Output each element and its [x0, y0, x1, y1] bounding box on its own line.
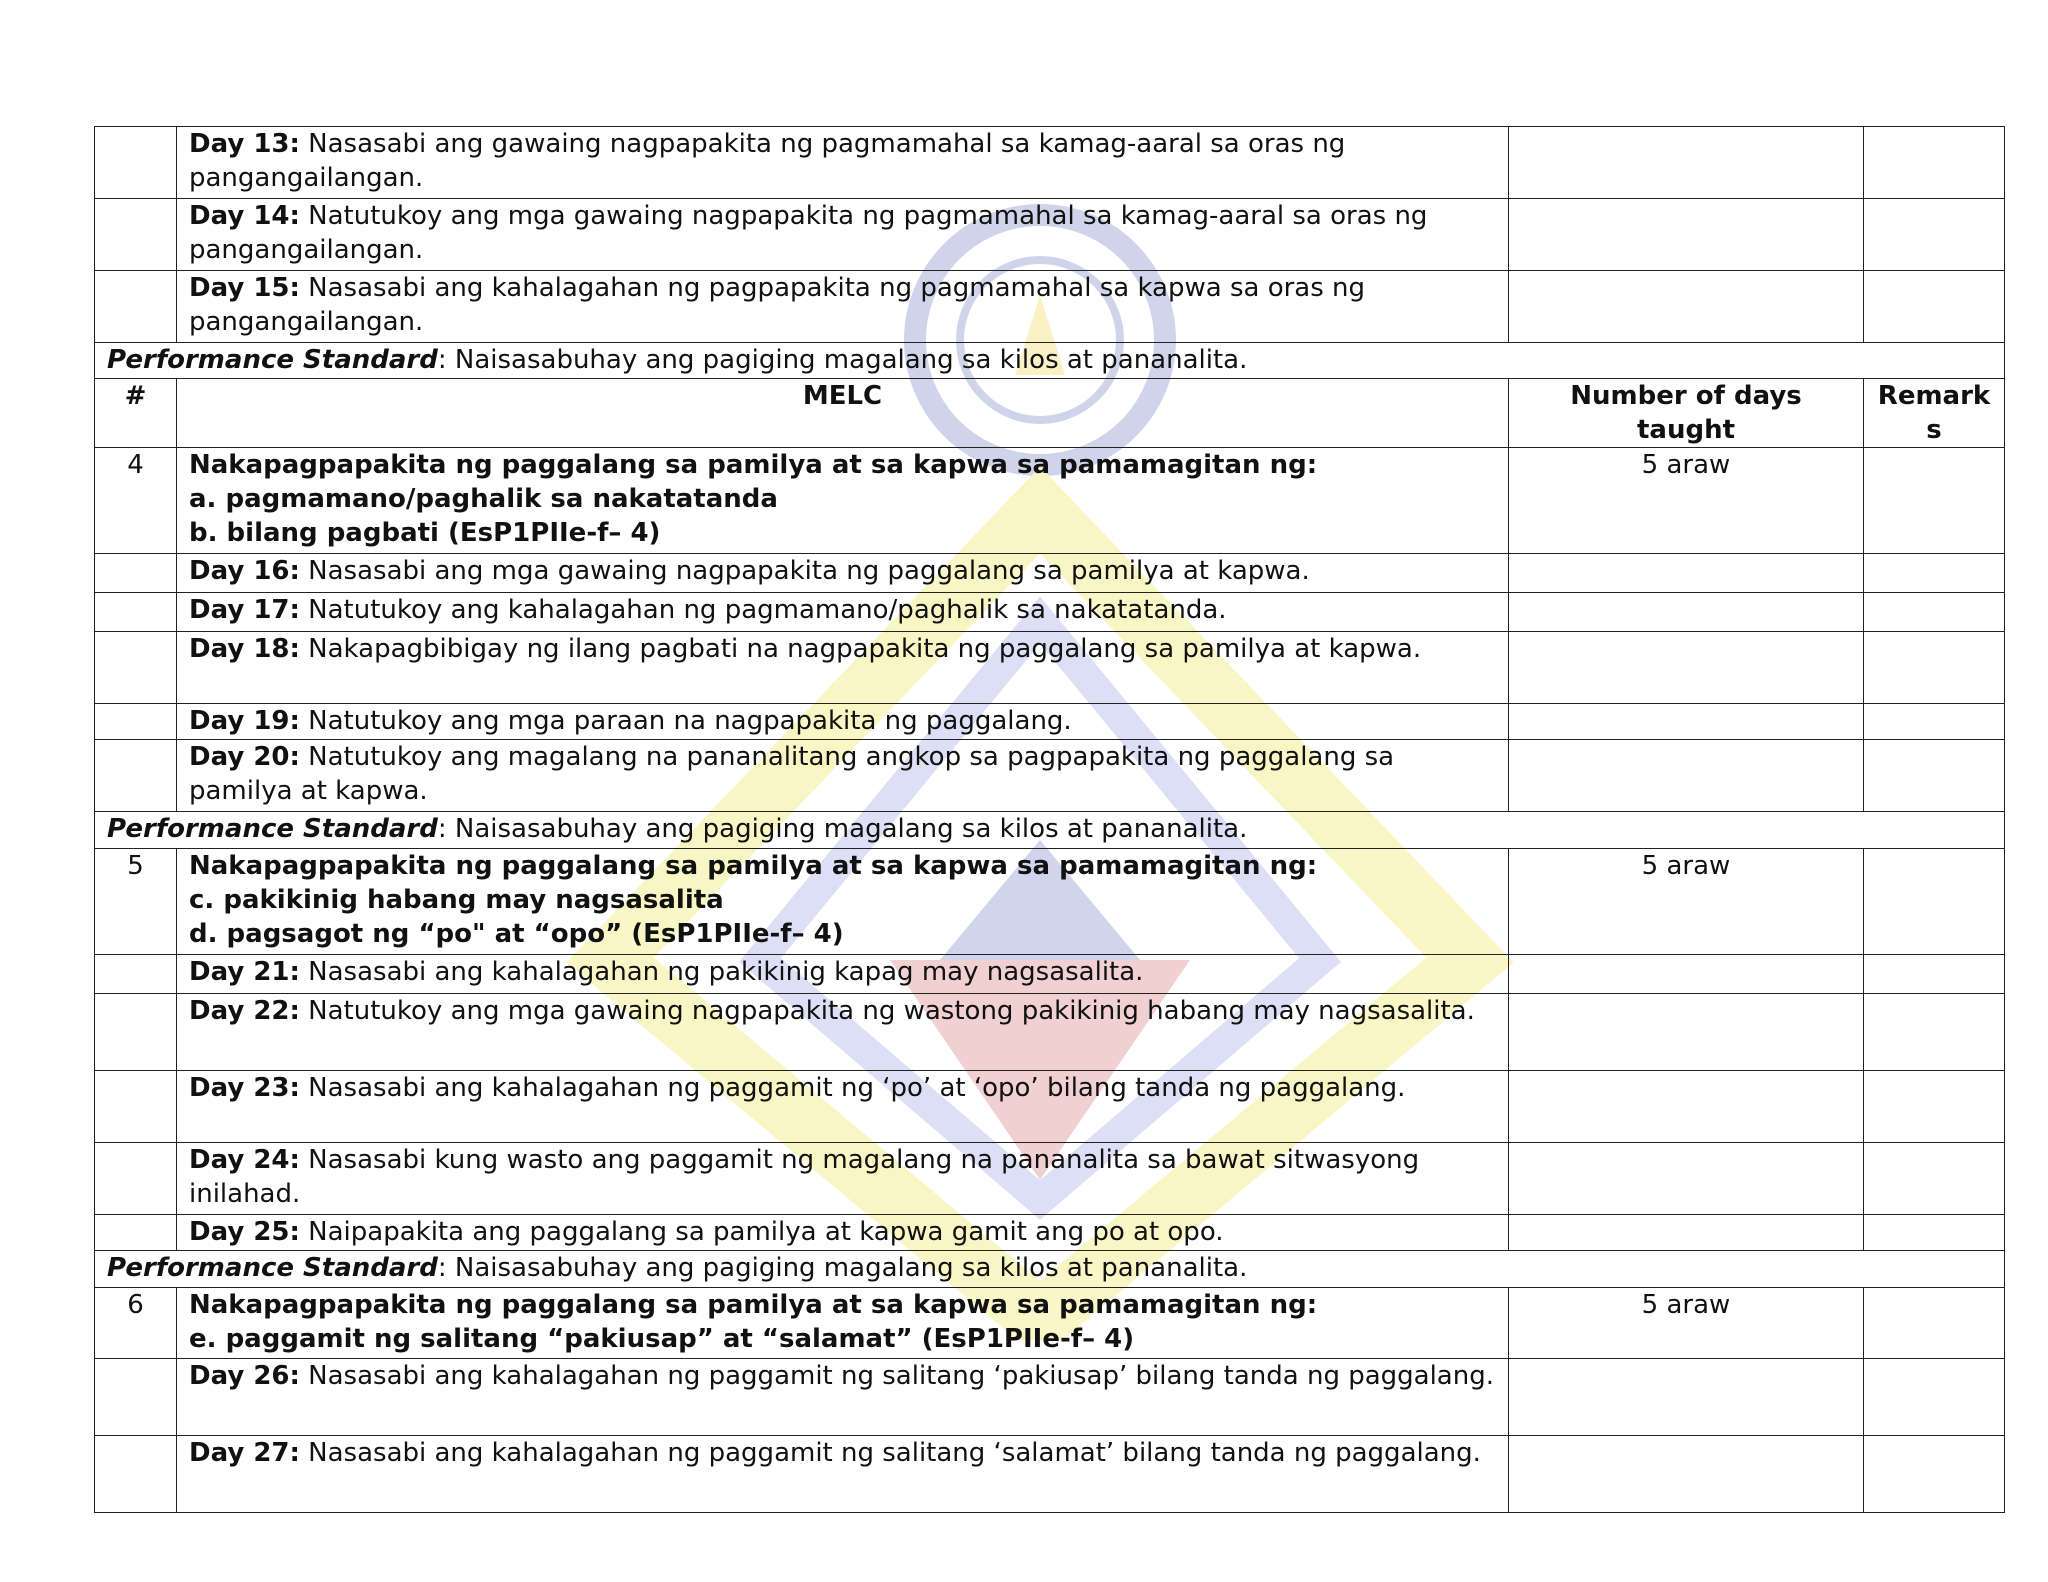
num-cell: [95, 632, 177, 704]
table-row: [95, 1359, 2005, 1436]
remarks-cell: [1864, 448, 2005, 554]
table-row: [95, 199, 2005, 271]
remarks-cell: [1864, 127, 2005, 199]
melc-table: [94, 126, 2005, 1513]
days-cell: [1509, 994, 1864, 1071]
days-cell: [1509, 271, 1864, 343]
days-cell: [1509, 554, 1864, 593]
day-26-cell: Day 26: Nasasabi ang kahalagahan ng paggamit ng salitang ‘pakiusap’ bilang tanda ng paggalang.: [177, 1359, 1509, 1436]
days-cell: [1509, 740, 1864, 812]
remarks-cell: [1864, 1071, 2005, 1143]
melc-line: Nakapagpapakita ng paggalang sa pamilya at sa kapwa sa pamamagitan ng:: [189, 1290, 1318, 1320]
num-cell: [95, 704, 177, 740]
num-cell: [95, 127, 177, 199]
days-cell: [1509, 593, 1864, 632]
day-14-cell: Day 14: Natutukoy ang mga gawaing nagpapakita ng pagmamahal sa kamag-aaral sa oras ng pangangailangan.: [177, 199, 1509, 271]
performance-standard-cell: Performance Standard: Naisasabuhay ang pagiging magalang sa kilos at pananalita.: [95, 1251, 2005, 1288]
day-18-cell: Day 18: Nakapagbibigay ng ilang pagbati na nagpapakita ng paggalang sa pamilya at kapwa.: [177, 632, 1509, 704]
performance-standard-cell: Performance Standard: Naisasabuhay ang pagiging magalang sa kilos at pananalita.: [95, 343, 2005, 379]
melc-line: Nakapagpapakita ng paggalang sa pamilya at sa kapwa sa pamamagitan ng:: [189, 450, 1318, 480]
day-16-cell: Day 16: Nasasabi ang mga gawaing nagpapakita ng paggalang sa pamilya at kapwa.: [177, 554, 1509, 593]
day-27-cell: Day 27: Nasasabi ang kahalagahan ng paggamit ng salitang ‘salamat’ bilang tanda ng paggalang.: [177, 1436, 1509, 1513]
melc-number: 6: [95, 1288, 177, 1359]
melc-line: Nakapagpapakita ng paggalang sa pamilya at sa kapwa sa pamamagitan ng:: [189, 851, 1318, 881]
melc-4-cell: [177, 448, 1509, 554]
remarks-cell: [1864, 994, 2005, 1071]
table-row: [95, 1215, 2005, 1251]
remarks-cell: [1864, 271, 2005, 343]
table-row: [95, 1143, 2005, 1215]
day-20-cell: Day 20: Natutukoy ang magalang na pananalitang angkop sa pagpapakita ng paggalang sa pamilya at kapwa.: [177, 740, 1509, 812]
remarks-cell: [1864, 1436, 2005, 1513]
header-remarks: Remarks: [1864, 379, 2005, 448]
performance-standard-row: [95, 343, 2005, 379]
table-header-row: [95, 379, 2005, 448]
table-row: [95, 994, 2005, 1071]
remarks-cell: [1864, 199, 2005, 271]
melc-line: e. paggamit ng salitang “pakiusap” at “salamat” (EsP1PIIe-f– 4): [189, 1324, 1135, 1354]
num-cell: [95, 554, 177, 593]
table-row: [95, 593, 2005, 632]
remarks-cell: [1864, 593, 2005, 632]
days-taught: 5 araw: [1509, 1288, 1864, 1359]
performance-standard-cell: Performance Standard: Naisasabuhay ang pagiging magalang sa kilos at pananalita.: [95, 812, 2005, 849]
remarks-cell: [1864, 849, 2005, 955]
days-taught: 5 araw: [1509, 448, 1864, 554]
num-cell: [95, 740, 177, 812]
days-cell: [1509, 1215, 1864, 1251]
table-row: [95, 740, 2005, 812]
days-cell: [1509, 1436, 1864, 1513]
header-days: Number of days taught: [1509, 379, 1864, 448]
days-cell: [1509, 1071, 1864, 1143]
day-17-cell: Day 17: Natutukoy ang kahalagahan ng pagmamano/paghalik sa nakatatanda.: [177, 593, 1509, 632]
remarks-cell: [1864, 1215, 2005, 1251]
melc-6-cell: [177, 1288, 1509, 1359]
remarks-cell: [1864, 1143, 2005, 1215]
melc-line: c. pakikinig habang may nagsasalita: [189, 885, 724, 915]
days-cell: [1509, 955, 1864, 994]
performance-standard-row: [95, 1251, 2005, 1288]
melc-row: [95, 1288, 2005, 1359]
days-cell: [1509, 199, 1864, 271]
days-cell: [1509, 127, 1864, 199]
remarks-cell: [1864, 740, 2005, 812]
days-cell: [1509, 1143, 1864, 1215]
day-19-cell: Day 19: Natutukoy ang mga paraan na nagpapakita ng paggalang.: [177, 704, 1509, 740]
num-cell: [95, 593, 177, 632]
num-cell: [95, 1215, 177, 1251]
day-21-cell: Day 21: Nasasabi ang kahalagahan ng pakikinig kapag may nagsasalita.: [177, 955, 1509, 994]
remarks-cell: [1864, 955, 2005, 994]
melc-line: d. pagsagot ng “po" at “opo” (EsP1PIIe-f– 4): [189, 919, 844, 949]
num-cell: [95, 1143, 177, 1215]
num-cell: [95, 994, 177, 1071]
day-22-cell: Day 22: Natutukoy ang mga gawaing nagpapakita ng wastong pakikinig habang may nagsasalita.: [177, 994, 1509, 1071]
melc-line: a. pagmamano/paghalik sa nakatatanda: [189, 484, 778, 514]
num-cell: [95, 955, 177, 994]
header-melc: MELC: [177, 379, 1509, 448]
melc-5-cell: [177, 849, 1509, 955]
days-cell: [1509, 632, 1864, 704]
melc-number: 5: [95, 849, 177, 955]
table-row: [95, 1436, 2005, 1513]
day-13-cell: Day 13: Nasasabi ang gawaing nagpapakita ng pagmamahal sa kamag-aaral sa oras ng pangangailangan.: [177, 127, 1509, 199]
table-row: [95, 632, 2005, 704]
table-row: [95, 271, 2005, 343]
remarks-cell: [1864, 554, 2005, 593]
remarks-cell: [1864, 632, 2005, 704]
header-num: #: [95, 379, 177, 448]
table-row: [95, 704, 2005, 740]
remarks-cell: [1864, 1359, 2005, 1436]
num-cell: [95, 1436, 177, 1513]
num-cell: [95, 271, 177, 343]
performance-standard-row: [95, 812, 2005, 849]
day-25-cell: Day 25: Naipapakita ang paggalang sa pamilya at kapwa gamit ang po at opo.: [177, 1215, 1509, 1251]
day-15-cell: Day 15: Nasasabi ang kahalagahan ng pagpapakita ng pagmamahal sa kapwa sa oras ng pangangailangan.: [177, 271, 1509, 343]
melc-line: b. bilang pagbati (EsP1PIIe-f– 4): [189, 518, 661, 548]
days-taught: 5 araw: [1509, 849, 1864, 955]
day-23-cell: Day 23: Nasasabi ang kahalagahan ng paggamit ng ‘po’ at ‘opo’ bilang tanda ng paggalang.: [177, 1071, 1509, 1143]
table-row: [95, 127, 2005, 199]
num-cell: [95, 1359, 177, 1436]
table-row: [95, 554, 2005, 593]
remarks-cell: [1864, 704, 2005, 740]
num-cell: [95, 199, 177, 271]
remarks-cell: [1864, 1288, 2005, 1359]
melc-row: [95, 448, 2005, 554]
days-cell: [1509, 704, 1864, 740]
melc-row: [95, 849, 2005, 955]
days-cell: [1509, 1359, 1864, 1436]
melc-number: 4: [95, 448, 177, 554]
table-row: [95, 955, 2005, 994]
table-row: [95, 1071, 2005, 1143]
num-cell: [95, 1071, 177, 1143]
day-24-cell: Day 24: Nasasabi kung wasto ang paggamit ng magalang na pananalita sa bawat sitwasyong inilahad.: [177, 1143, 1509, 1215]
